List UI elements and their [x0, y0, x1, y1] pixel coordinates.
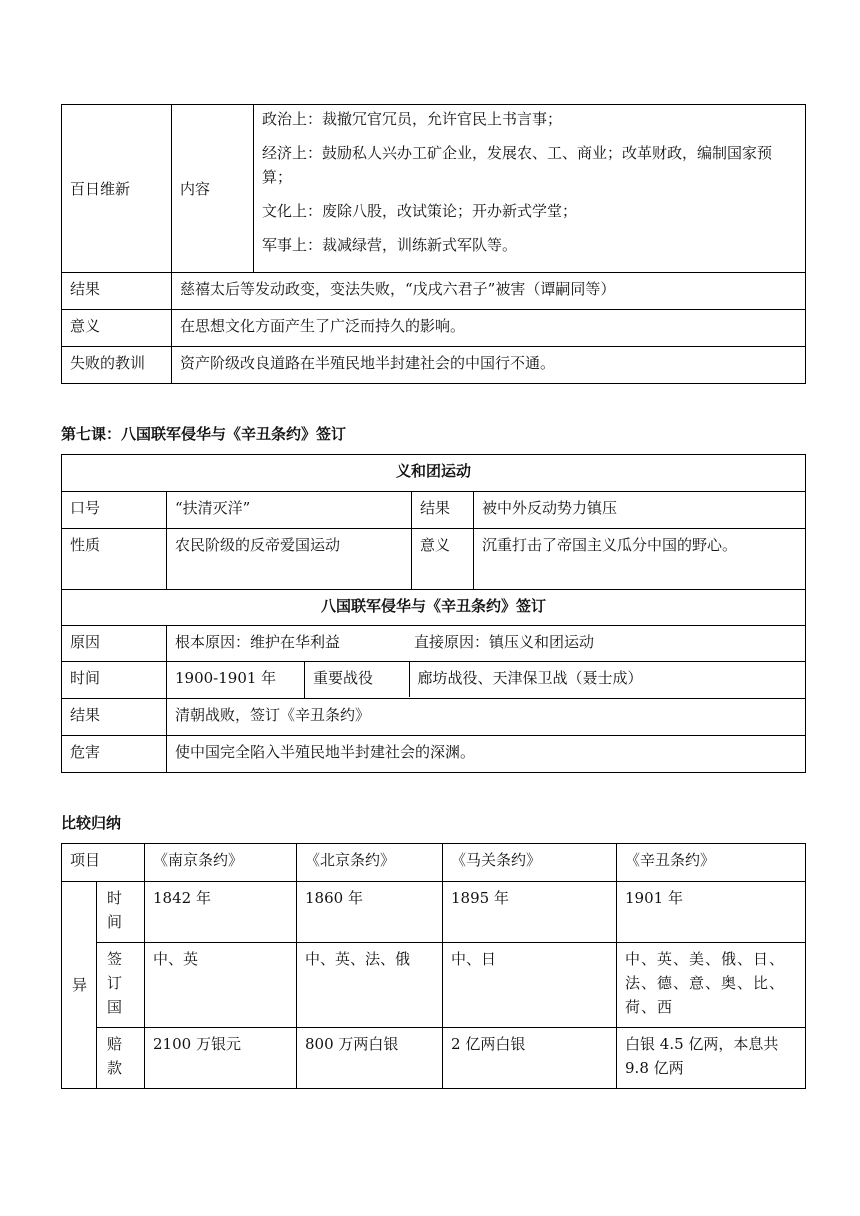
row-label: 时间: [97, 882, 145, 943]
cell: 1860 年: [297, 882, 443, 943]
reform-sub-cell: 内容: [172, 105, 254, 273]
cell: 1842 年: [145, 882, 297, 943]
group-label: 异: [62, 882, 97, 1089]
harm-label: 危害: [62, 736, 167, 773]
section7-title: 第七课：八国联军侵华与《辛丑条约》签订: [61, 425, 347, 443]
battle-label: 重要战役: [305, 662, 409, 697]
table-row: [62, 943, 806, 1028]
reform-item-culture: 文化上：废除八股，改试策论；开办新式学堂；: [262, 202, 578, 220]
meaning-label: 意义: [412, 529, 474, 590]
cell: 中、日: [443, 943, 617, 1028]
cause-direct: 直接原因：镇压义和团运动: [414, 633, 595, 651]
compare-title: 比较归纳: [61, 814, 122, 832]
reform-table: [61, 104, 806, 384]
row-label: 赔款: [97, 1028, 145, 1089]
result2-value: 清朝战败，签订《辛丑条约》: [167, 699, 806, 736]
reform-name-cell: 百日维新: [62, 105, 172, 273]
table-row: [62, 347, 806, 384]
cell: 800 万两白银: [297, 1028, 443, 1089]
header-cell: 《北京条约》: [297, 844, 443, 882]
row-label: 失败的教训: [62, 347, 172, 384]
boxer-table: [61, 454, 806, 773]
row-label: 签订国: [97, 943, 145, 1028]
slogan-label: 口号: [62, 492, 167, 529]
harm-value: 使中国完全陷入半殖民地半封建社会的深渊。: [167, 736, 806, 773]
table-row: [62, 310, 806, 347]
battle-value: 廊坊战役、天津保卫战（聂士成）: [417, 669, 643, 687]
reform-item-politics: 政治上：裁撤冗官冗员，允许官民上书言事；: [262, 110, 563, 128]
boxer-title: 义和团运动: [62, 455, 806, 492]
table-row: [62, 662, 806, 699]
compare-table: [61, 843, 806, 1089]
table-row: [62, 882, 806, 943]
nature-value: 农民阶级的反帝爱国运动: [167, 529, 412, 590]
table-row: [62, 455, 806, 492]
row-value: 在思想文化方面产生了广泛而持久的影响。: [172, 310, 806, 347]
nature-label: 性质: [62, 529, 167, 590]
reform-item-economy: 经济上：鼓励私人兴办工矿企业，发展农、工、商业；改革财政，编制国家预算；: [262, 144, 773, 186]
cell: 中、英: [145, 943, 297, 1028]
header-cell: 项目: [62, 844, 145, 882]
row-value: 资产阶级改良道路在半殖民地半封建社会的中国行不通。: [172, 347, 806, 384]
cause-root: 根本原因：维护在华利益: [175, 633, 341, 651]
table-row: [62, 105, 806, 273]
table-row: [62, 273, 806, 310]
result-value: 被中外反动势力镇压: [474, 492, 806, 529]
row-value: 慈禧太后等发动政变，变法失败，“戊戌六君子”被害（谭嗣同等）: [172, 273, 806, 310]
row-label: 意义: [62, 310, 172, 347]
cause-value: [167, 626, 806, 662]
table-row: [62, 590, 806, 626]
eight-nation-title: 八国联军侵华与《辛丑条约》签订: [62, 590, 806, 626]
table-row: [62, 736, 806, 773]
reform-content-cell: [254, 105, 806, 273]
table-row: [62, 529, 806, 590]
table-row: [62, 626, 806, 662]
table-row: [62, 844, 806, 882]
header-cell: 《南京条约》: [145, 844, 297, 882]
result-label: 结果: [412, 492, 474, 529]
slogan-value: “扶清灭洋”: [167, 492, 412, 529]
cell: 1901 年: [617, 882, 806, 943]
cell: 1895 年: [443, 882, 617, 943]
header-cell: 《辛丑条约》: [617, 844, 806, 882]
table-row: [62, 492, 806, 529]
cell: 中、英、法、俄: [297, 943, 443, 1028]
time-label: 时间: [62, 662, 167, 699]
cell: 2 亿两白银: [443, 1028, 617, 1089]
header-cell: 《马关条约》: [443, 844, 617, 882]
battle-cell: [305, 662, 806, 699]
result2-label: 结果: [62, 699, 167, 736]
table-row: [62, 1028, 806, 1089]
cell: 2100 万银元: [145, 1028, 297, 1089]
cause-label: 原因: [62, 626, 167, 662]
meaning-value: 沉重打击了帝国主义瓜分中国的野心。: [474, 529, 806, 590]
time-value: 1900-1901 年: [167, 662, 305, 699]
cell: 中、英、美、俄、日、法、德、意、奥、比、荷、西: [617, 943, 806, 1028]
row-label: 结果: [62, 273, 172, 310]
cell: 白银 4.5 亿两，本息共 9.8 亿两: [617, 1028, 806, 1089]
reform-item-military: 军事上：裁减绿营，训练新式军队等。: [262, 236, 518, 254]
table-row: [62, 699, 806, 736]
